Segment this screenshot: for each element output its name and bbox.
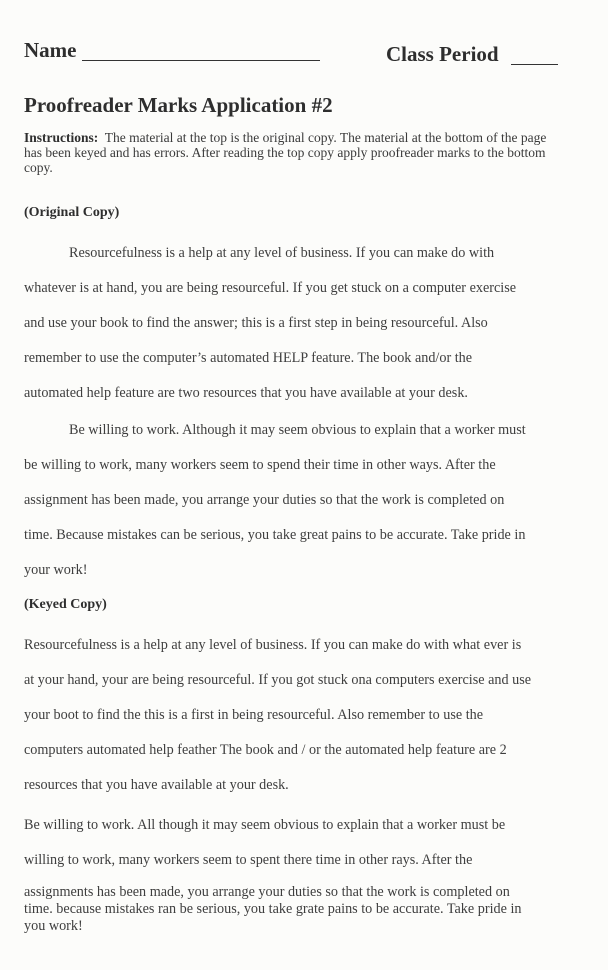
instructions <box>24 130 564 175</box>
text-line: your work! <box>24 562 88 578</box>
text-line: remember to use the computer’s automated HELP feature. The book and/or the <box>24 350 473 366</box>
original-paragraph-1 <box>24 236 589 411</box>
original-copy-heading: (Original Copy) <box>24 205 120 220</box>
instructions-text: The material at the top is the original copy. The material at the bottom of the page has been keyed and has errors. After reading the top copy apply proofreader marks to the bottom copy. <box>24 130 547 175</box>
text-line: you work! <box>24 918 83 934</box>
text-line: Be willing to work. All though it may seem obvious to explain that a worker must be <box>24 817 506 833</box>
text-line: assignments has been made, you arrange your duties so that the work is completed on <box>24 884 510 900</box>
text-line: computers automated help feather The book and / or the automated help feature are 2 <box>24 742 507 758</box>
text-line: assignment has been made, you arrange your duties so that the work is completed on <box>24 492 505 508</box>
header-row <box>24 38 584 68</box>
original-paragraph-2 <box>24 413 589 588</box>
text-line: your boot to find the this is a first in being resourceful. Also remember to use the <box>24 707 484 723</box>
keyed-copy-heading: (Keyed Copy) <box>24 597 107 612</box>
page-title: Proofreader Marks Application #2 <box>24 93 333 117</box>
text-line: at your hand, your are being resourceful. If you got stuck ona computers exercise and use <box>24 672 532 688</box>
text-line: willing to work, many workers seem to spent there time in other rays. After the <box>24 852 473 868</box>
keyed-paragraph-3 <box>24 884 589 935</box>
class-period-label: Class Period <box>386 42 499 66</box>
instructions-label: Instructions: <box>24 130 99 145</box>
text-line: whatever is at hand, you are being resourceful. If you get stuck on a computer exercise <box>24 280 517 296</box>
text-line: and use your book to find the answer; this is a first step in being resourceful. Also <box>24 315 488 331</box>
text-line: time. Because mistakes can be serious, you take great pains to be accurate. Take pride in <box>24 527 526 543</box>
text-line: Resourcefulness is a help at any level of business. If you can make do with what ever is <box>24 637 522 653</box>
text-line: automated help feature are two resources that you have available at your desk. <box>24 385 468 401</box>
class-period-blank-line <box>511 64 558 65</box>
keyed-paragraph-1 <box>24 628 589 803</box>
text-line: Resourcefulness is a help at any level of business. If you can make do with <box>69 245 495 261</box>
name-blank-line <box>82 60 320 61</box>
name-label: Name <box>24 38 77 62</box>
text-line: time. because mistakes ran be serious, you take grate pains to be accurate. Take pride in <box>24 901 522 917</box>
text-line: be willing to work, many workers seem to spend their time in other ways. After the <box>24 457 496 473</box>
text-line: resources that you have available at your desk. <box>24 777 289 793</box>
text-line: Be willing to work. Although it may seem obvious to explain that a worker must <box>69 422 526 438</box>
keyed-paragraph-2 <box>24 808 589 878</box>
